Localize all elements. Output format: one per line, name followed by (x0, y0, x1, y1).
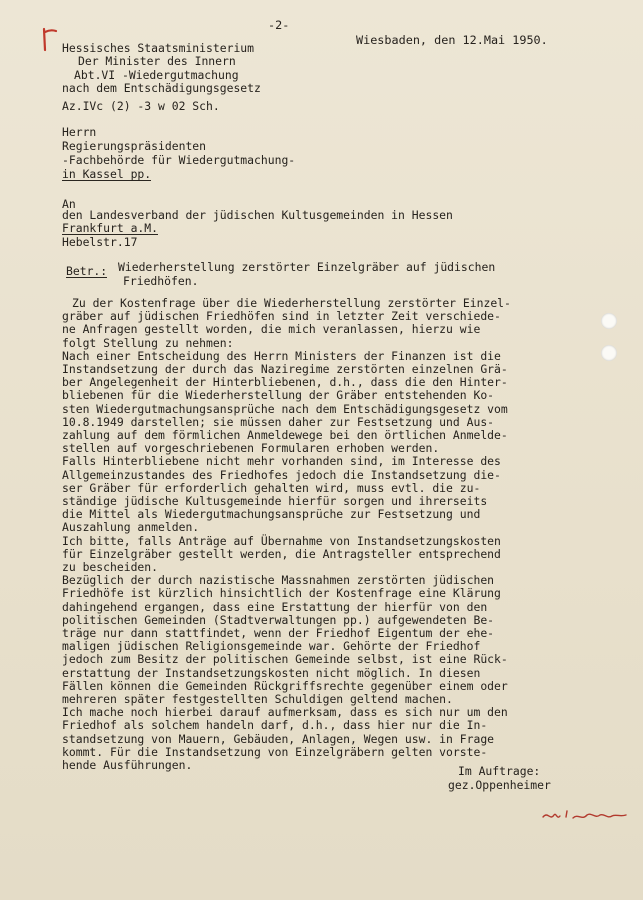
handwritten-initials (540, 803, 630, 827)
recipient-line: in Kassel pp. (62, 167, 152, 181)
body-line: maligen jüdischen Religionsgemeinde war. Gehörte der Friedhof (62, 639, 481, 654)
recipient-line: Frankfurt a.M. (62, 221, 159, 235)
subject-label: Betr.: (66, 264, 108, 278)
body-line: zu bescheiden. (62, 560, 159, 574)
body-line: hende Ausführungen. (62, 758, 193, 772)
recipient-line: -Fachbehörde für Wiedergutmachung- (62, 153, 296, 167)
body-line: Falls Hinterbliebene nicht mehr vorhanden sind, im Interesse des (62, 454, 501, 469)
body-line: dahingehend ergangen, dass eine Erstattung der hierfür von den (62, 599, 488, 614)
body-line: Zu der Kostenfrage über die Wiederherstellung zerstörter Einzel- (72, 296, 511, 310)
sender-line: Hessisches Staatsministerium (62, 41, 255, 55)
closing-line: Im Auftrage: (458, 764, 541, 778)
body-line: kommt. Für die Instandsetzung von Einzelgräbern gelten vorste- (62, 744, 488, 759)
subject-line: Wiederherstellung zerstörter Einzelgräber auf jüdischen (118, 260, 496, 274)
punch-hole-top (601, 313, 617, 329)
sender-line: nach dem Entschädigungsgesetz (62, 81, 261, 95)
body-line: bliebenen für die Wiederherstellung der Gräber entstehenden Ko- (62, 388, 495, 403)
body-line: stellen auf vorgeschriebenen Formularen erhoben werden. (62, 441, 440, 456)
recipient-line: Regierungspräsidenten (62, 139, 207, 153)
body-line: Friedhöfe ist kürzlich hinsichtlich der Kostenfrage eine Klärung (62, 586, 501, 601)
body-line: Allgemeinzustandes des Friedhofes jedoch die Instandsetzung die- (62, 467, 501, 482)
body-line: sten Wiedergutmachungsansprüche nach dem Entschädigungsgesetz vom (62, 401, 508, 416)
place-date: Wiesbaden, den 12.Mai 1950. (356, 33, 548, 47)
body-line: mehreren später festgestellten Schuldigen geltend machen. (62, 692, 453, 706)
body-line: träge nur dann stattfindet, wenn der Friedhof Eigentum der ehe- (62, 626, 495, 640)
body-line: Nach einer Entscheidung des Herrn Ministers der Finanzen ist die (62, 348, 501, 363)
body-line: Ich bitte, falls Anträge auf Übernahme von Instandsetzungskosten (62, 533, 501, 548)
body-line: Ich mache noch hierbei darauf aufmerksam, dass es sich nur um den (62, 705, 508, 720)
body-line: Instandsetzung der durch das Naziregime zerstörten einzelnen Grä- (62, 362, 508, 376)
body-line: ser Gräber für erforderlich gehalten wird, muss evtl. die zu- (62, 480, 481, 495)
body-line: Bezüglich der durch nazistische Massnahmen zerstörten jüdischen (62, 573, 495, 588)
body-line: Auszahlung anmelden. (62, 520, 200, 535)
sender-line: Der Minister des Innern (78, 54, 236, 68)
body-line: für Einzelgräber gestellt werden, die Antragsteller entsprechend (62, 546, 501, 561)
body-line: 10.8.1949 darstellen; sie müssen daher zur Festsetzung und Aus- (62, 414, 495, 429)
body-line: politischen Gemeinden (Stadtverwaltungen pp.) aufgewendeten Be- (62, 612, 495, 627)
body-line: Friedhof als solchem handeln darf, d.h., dass hier nur die In- (62, 718, 488, 733)
reference-number: Az.IVc (2) -3 w 02 Sch. (62, 99, 220, 113)
signature-typed: gez.Oppenheimer (448, 778, 551, 792)
red-corner-mark (40, 26, 58, 52)
body-line: jedoch zum Besitz der politischen Gemeinde selbst, ist eine Rück- (62, 652, 508, 667)
body-line: die Mittel als Wiedergutmachungsansprüche zur Festsetzung und (62, 507, 481, 522)
body-line: ständige jüdische Kultusgemeinde hierfür sorgen und ihrerseits (62, 494, 488, 508)
body-line: erstattung der Instandsetzungskosten nicht möglich. In diesen (62, 665, 481, 680)
body-line: zahlung auf dem förmlichen Anmeldewege bei den örtlichen Anmelde- (62, 428, 508, 442)
recipient-line: Herrn (62, 125, 97, 139)
subject-line: Friedhöfen. (123, 274, 199, 288)
body-line: ne Anfragen gestellt worden, die mich veranlassen, hierzu wie (62, 322, 481, 337)
recipient-line: Hebelstr.17 (62, 235, 138, 249)
recipient-line: den Landesverband der jüdischen Kultusgemeinden in Hessen (62, 208, 453, 222)
punch-hole-bottom (601, 345, 617, 361)
body-line: gräber auf jüdischen Friedhöfen sind in letzter Zeit verschiede- (62, 309, 501, 324)
body-line: Fällen können die Gemeinden Rückgriffsrechte gegenüber einem oder (62, 678, 508, 693)
body-line: standsetzung von Mauern, Gebäuden, Anlagen, Wegen usw. in Frage (62, 731, 495, 746)
page-number: -2- (268, 18, 290, 32)
recipient-line: An (62, 197, 76, 211)
body-line: ber Angelegenheit der Hinterbliebenen, d.h., dass die den Hinter- (62, 375, 508, 390)
body-line: folgt Stellung zu nehmen: (62, 335, 234, 350)
sender-line: Abt.VI -Wiedergutmachung (74, 68, 239, 82)
